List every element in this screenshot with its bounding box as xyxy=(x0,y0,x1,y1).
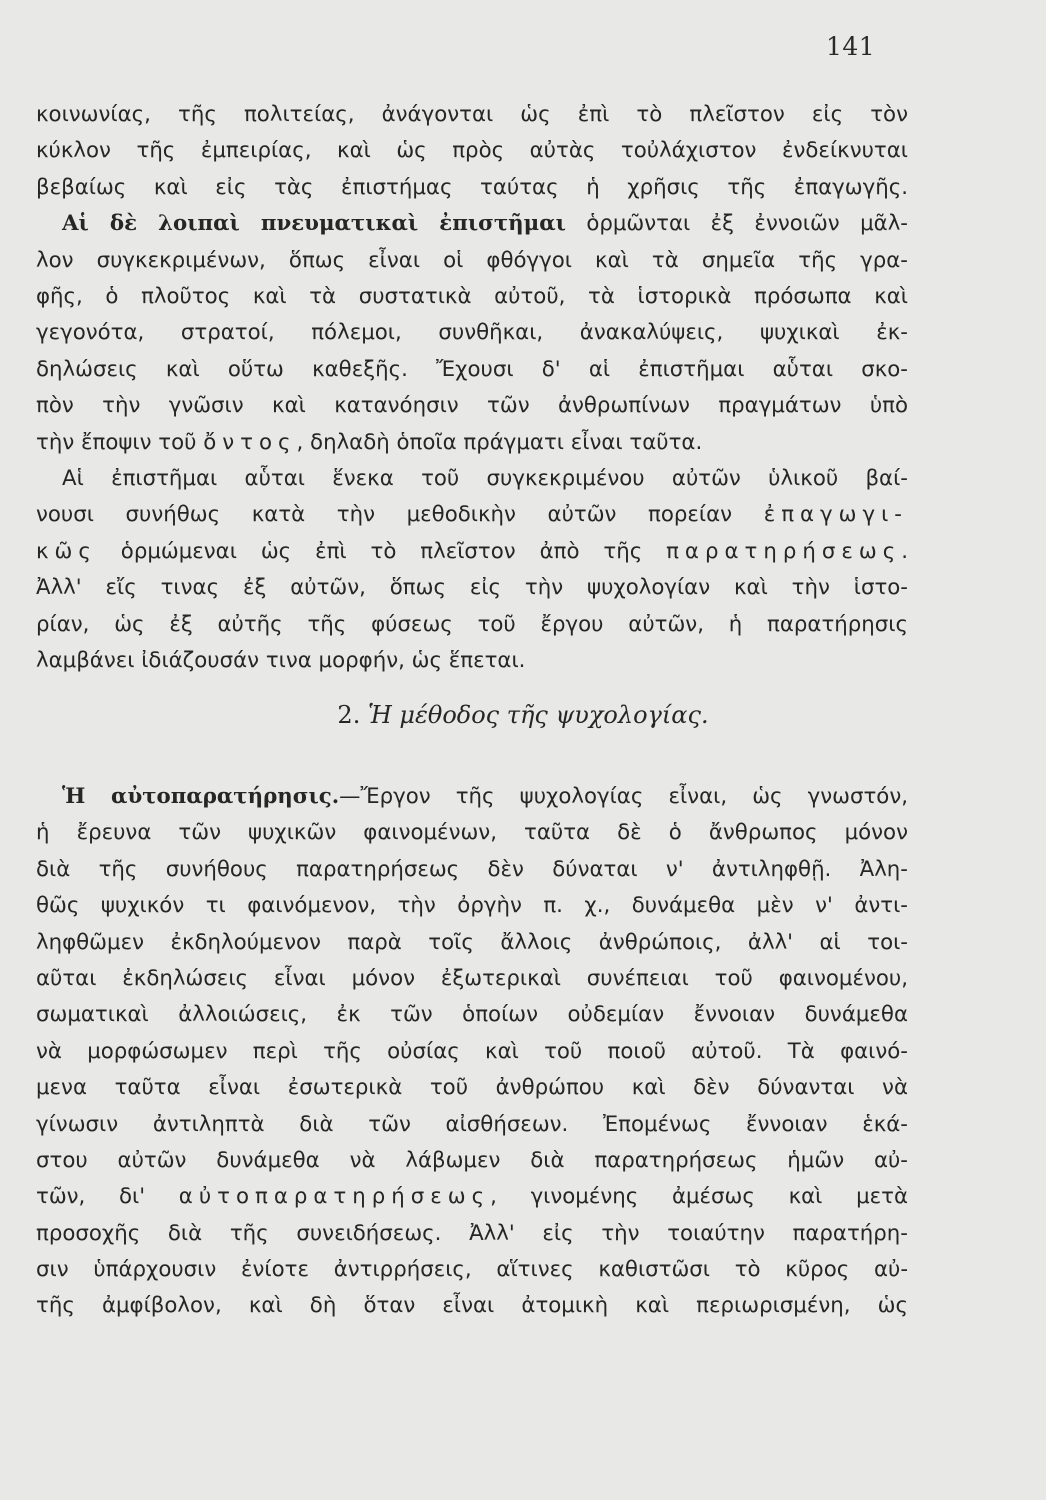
text-line: κοινωνίας, τῆς πολιτείας, ἀνάγονται ὡς ἐπὶ τὸ πλεῖστον εἰς τὸν xyxy=(36,102,908,127)
text-line: ρίαν, ὡς ἐξ αὐτῆς τῆς φύσεως τοῦ ἔργου αὐτῶν, ἡ παρατήρησις xyxy=(36,611,908,637)
bold-lead-phrase: Ἡ αὐτοπαρατήρησις. xyxy=(62,784,340,809)
text-line: αῦται ἐκδηλώσεις εἶναι μόνον ἐξωτερικαὶ συνέπειαι τοῦ φαινομένου, xyxy=(36,965,908,991)
spaced-emphasis: ἐπαγωγι- xyxy=(763,502,908,528)
text-line xyxy=(36,425,908,461)
text-line: γίνωσιν ἀντιληπτὰ διὰ τῶν αἰσθήσεων. Ἐπομένως ἔννοιαν ἑκά- xyxy=(36,1111,908,1137)
bold-lead-phrase: Αἱ δὲ λοιπαὶ πνευματικαὶ ἐπιστῆμαι xyxy=(62,211,566,237)
text-segment: , δηλαδὴ ὁποῖα πράγματι εἶναι ταῦτα. xyxy=(296,429,703,455)
text-line: φῆς, ὁ πλοῦτος καὶ τὰ συστατικὰ αὐτοῦ, τὰ ἱστορικὰ πρόσωπα καὶ xyxy=(36,283,908,309)
text-line: θῶς ψυχικόν τι φαινόμενον, τὴν ὀργὴν π. χ., δυνάμεθα μὲν ν' ἀντι- xyxy=(36,893,908,919)
text-line xyxy=(36,1179,908,1215)
text-line: διὰ τῆς συνήθους παρατηρήσεως δὲν δύναται ν' ἀντιληφθῇ. Ἀλη- xyxy=(36,856,908,882)
text-line: γεγονότα, στρατοί, πόλεμοι, συνθῆκαι, ἀνακαλύψεις, ψυχικαὶ ἐκ- xyxy=(36,320,908,346)
text-line: στου αὐτῶν δυνάμεθα νὰ λάβωμεν διὰ παρατηρήσεως ἡμῶν αὐ- xyxy=(36,1147,908,1173)
text-line: σωματικαὶ ἀλλοιώσεις, ἐκ τῶν ὁποίων οὐδεμίαν ἔννοιαν δυνάμεθα xyxy=(36,1002,908,1028)
text-segment: τὴν ἔποψιν τοῦ xyxy=(36,429,204,455)
text-segment: Αἱ ἐπιστῆμαι αὗται ἕνεκα τοῦ συγκεκριμένου αὐτῶν ὑλικοῦ βαί- xyxy=(62,466,908,491)
text-line: σιν ὑπάρχουσιν ἐνίοτε ἀντιρρήσεις, αἵτινες καθιστῶσι τὸ κῦρος αὐ- xyxy=(36,1257,908,1283)
text-line: προσοχῆς διὰ τῆς συνειδήσεως. Ἀλλ' εἰς τὴν τοιαύτην παρατήρη- xyxy=(36,1220,908,1246)
text-segment: —Ἔργον τῆς ψυχολογίας εἶναι, ὡς γνωστόν, xyxy=(339,784,908,809)
text-line: Ἀλλ' εἴς τινας ἐξ αὐτῶν, ὅπως εἰς τὴν ψυχολογίαν καὶ τὴν ἱστο- xyxy=(36,575,908,601)
spaced-emphasis: κῶς xyxy=(36,538,97,564)
section-heading xyxy=(0,701,1046,729)
text-line: κύκλον τῆς ἐμπειρίας, καὶ ὡς πρὸς αὐτὰς τοὐλάχιστον ἐνδείκνυται xyxy=(36,138,908,164)
text-segment: ὁρμῶνται ἐξ ἐννοιῶν μᾶλ- xyxy=(565,211,908,237)
text-line xyxy=(36,461,908,497)
section-number: 2. xyxy=(337,701,361,729)
text-line: λον συγκεκριμένων, ὅπως εἶναι οἱ φθόγγοι καὶ τὰ σημεῖα τῆς γρα- xyxy=(36,247,908,273)
paragraph-group-1 xyxy=(36,97,908,461)
text-line xyxy=(36,534,908,570)
text-line: νὰ μορφώσωμεν περὶ τῆς οὐσίας καὶ τοῦ ποιοῦ αὐτοῦ. Τὰ φαινό- xyxy=(36,1038,908,1064)
text-line: τῆς ἀμφίβολον, καὶ δὴ ὅταν εἶναι ἀτομικὴ καὶ περιωρισμένη, ὡς xyxy=(36,1293,908,1319)
page-number: 141 xyxy=(826,32,876,61)
spaced-emphasis: παρατηρήσεως xyxy=(666,538,902,564)
text-line: πὸν τὴν γνῶσιν καὶ κατανόησιν τῶν ἀνθρωπίνων πραγμάτων ὑπὸ xyxy=(36,393,908,419)
text-segment: . xyxy=(901,538,908,564)
paragraph-group-2 xyxy=(36,461,908,679)
text-line xyxy=(36,779,908,815)
text-line xyxy=(36,497,908,533)
text-line: μενα ταῦτα εἶναι ἐσωτερικὰ τοῦ ἀνθρώπου καὶ δὲν δύνανται νὰ xyxy=(36,1075,908,1101)
text-segment: ὁρμώμεναι ὡς ἐπὶ τὸ πλεῖστον ἀπὸ τῆς xyxy=(96,538,667,564)
text-line: βεβαίως καὶ εἰς τὰς ἐπιστήμας ταύτας ἡ χρῆσις τῆς ἐπαγωγῆς. xyxy=(36,174,908,200)
text-segment: , γινομένης ἀμέσως καὶ μετὰ xyxy=(490,1184,908,1210)
paragraph-group-3 xyxy=(36,779,908,1325)
text-line: ἡ ἔρευνα τῶν ψυχικῶν φαινομένων, ταῦτα δὲ ὁ ἄνθρωπος μόνον xyxy=(36,820,908,846)
spaced-emphasis: ὄντος xyxy=(203,429,297,455)
text-line: δηλώσεις καὶ οὕτω καθεξῆς. Ἔχουσι δ' αἱ ἐπιστῆμαι αὗται σκο- xyxy=(36,356,908,382)
text-line xyxy=(36,206,908,242)
text-segment: τῶν, δι' xyxy=(36,1184,179,1210)
section-title: Ἡ μέθοδος τῆς ψυχολογίας. xyxy=(367,701,709,729)
spaced-emphasis: αὐτοπαρατηρήσεως xyxy=(178,1184,491,1210)
text-segment: νουσι συνήθως κατὰ τὴν μεθοδικὴν αὐτῶν πορείαν xyxy=(36,502,764,528)
text-line: ληφθῶμεν ἐκδηλούμενον παρὰ τοῖς ἄλλοις ἀνθρώποις, ἀλλ' αἱ τοι- xyxy=(36,929,908,955)
text-line: λαμβάνει ἰδιάζουσάν τινα μορφήν, ὡς ἕπεται. xyxy=(36,647,526,673)
